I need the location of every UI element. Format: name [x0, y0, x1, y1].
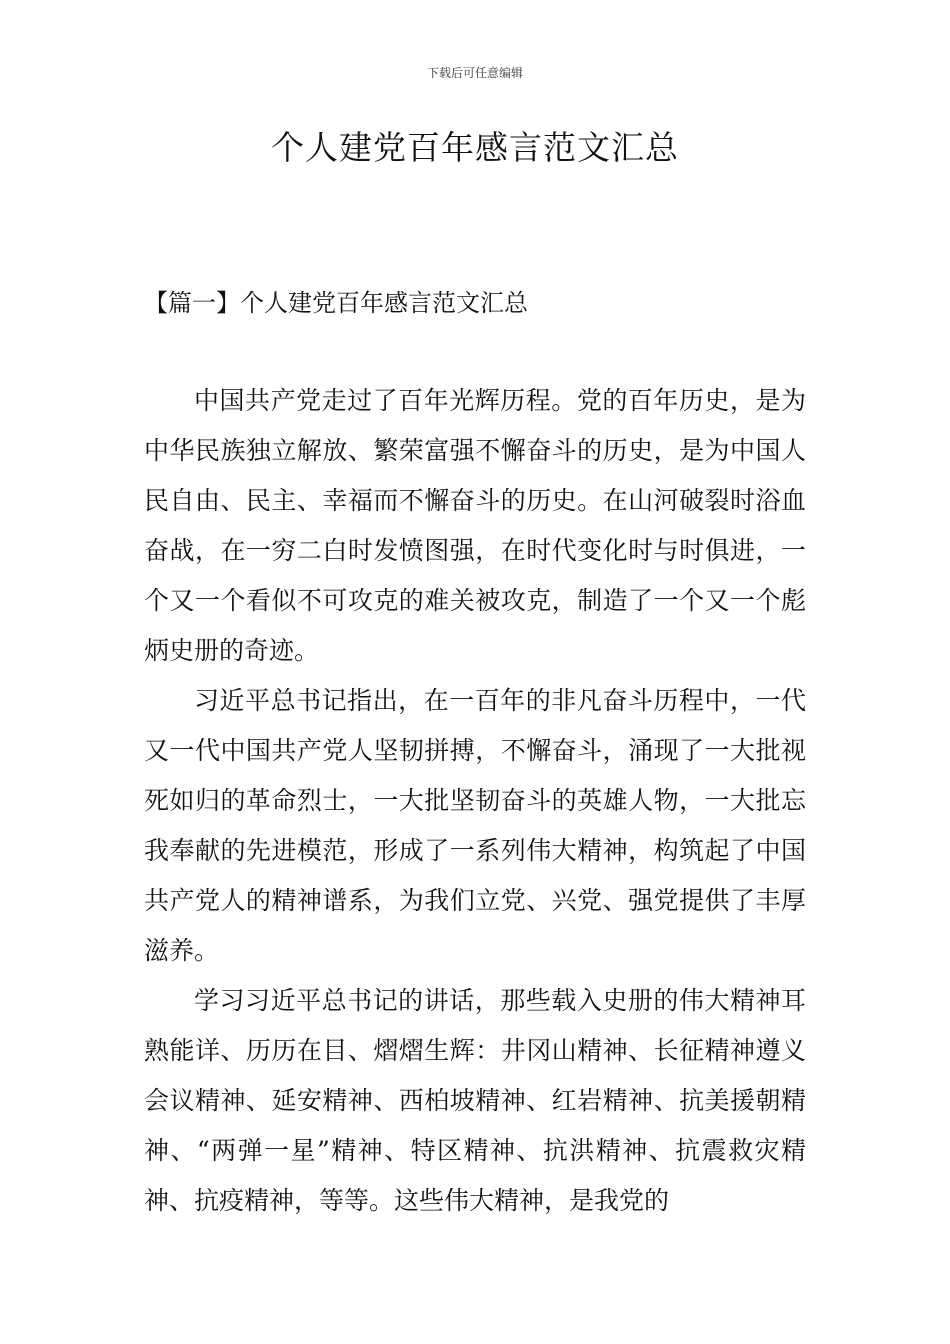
body-text [144, 376, 806, 1226]
document-title: 个人建党百年感言范文汇总 [271, 128, 679, 167]
header-note: 下载后可任意编辑 [426, 66, 523, 80]
paragraph-3: 学习习近平总书记的讲话，那些载入史册的伟大精神耳熟能详、历历在目、熠熠生辉：井冈山精神、长征精神遵义会议精神、延安精神、西柏坡精神、红岩精神、抗美援朝精神、“两弹一星”精神、特区精神、抗洪精神、抗震救灾精神、抗疫精神，等等。这些伟大精神，是我党的 [144, 986, 806, 1215]
section-heading: 【篇一】个人建党百年感言范文汇总 [144, 289, 528, 317]
paragraph-2: 习近平总书记指出，在一百年的非凡奋斗历程中，一代又一代中国共产党人坚韧拼搏，不懈奋斗，涌现了一大批视死如归的革命烈士，一大批坚韧奋斗的英雄人物，一大批忘我奉献的先进模范，形成了一系列伟大精神，构筑起了中国共产党人的精神谱系，为我们立党、兴党、强党提供了丰厚滋养。 [144, 686, 806, 965]
paragraph-1: 中国共产党走过了百年光辉历程。党的百年历史，是为中华民族独立解放、繁荣富强不懈奋斗的历史，是为中国人民自由、民主、幸福而不懈奋斗的历史。在山河破裂时浴血奋战，在一穷二白时发愤图强，在时代变化时与时俱进，一个又一个看似不可攻克的难关被攻克，制造了一个又一个彪炳史册的奇迹。 [144, 386, 806, 665]
